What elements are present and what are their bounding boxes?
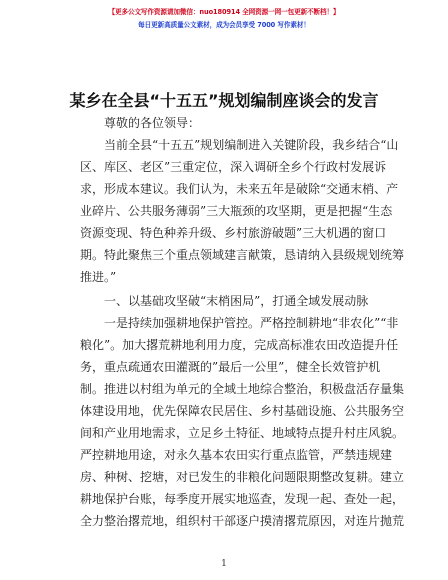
promo-banner-sub: 每日更新高质量公文素材，成为会员享受 7000 写作素材！	[138, 21, 310, 29]
paragraph-line: 务，重点疏通农田灌溉的”最后一公里”，健全长效管护机	[80, 360, 381, 374]
paragraph-line: 求，形成本建议。我们认为，未来五年是破除“交通末梢、产	[80, 182, 399, 196]
paragraph-line: 耕地保护台账，每季度开展实地巡查，发现一起、查处一起，	[80, 492, 405, 506]
paragraph-intro	[80, 134, 405, 288]
paragraph-line: 全力整治撂荒地，组织村干部逐户摸清撂荒原因，对连片抛荒	[80, 514, 405, 528]
page-number: 1	[221, 559, 227, 569]
document-title: 某乡在全县“十五五”规划编制座谈会的发言	[69, 91, 379, 110]
section-heading-text: 一、以基础攻坚破“末梢困局”，打通全域发展动脉	[104, 294, 369, 308]
paragraph-line: 区、库区、老区”三重定位，深入调研全乡个行政村发展诉	[80, 160, 387, 174]
paragraph-section-one	[80, 312, 405, 532]
salutation-text: 尊敬的各位领导：	[104, 116, 201, 130]
paragraph-line: 房、种树、挖塘，对已发生的非粮化问题限期整改复耕。建立	[80, 470, 405, 484]
paragraph-line: 间和产业用地需求，立足乡土特征、地域特点提升村庄风貌。	[80, 426, 405, 440]
paragraph-line: 粮化”。加大撂荒耕地利用力度，完成高标准农田改造提升任	[80, 338, 399, 352]
section-heading	[80, 290, 380, 312]
salutation	[80, 112, 380, 134]
paragraph-line: 一是持续加强耕地保护管控。严格控制耕地“非农化”“非	[104, 316, 399, 330]
paragraph-line: 资源变现、特色种养升级、乡村旅游破题”三大机遇的窗口	[80, 226, 387, 240]
paragraph-line: 推进。”	[80, 270, 117, 284]
promo-banner-top: 【更多公文写作资源请加微信：nuo180914 全网资源一网一包更新不断档！】	[108, 8, 340, 16]
paragraph-line: 严控耕地用途，对永久基本农田实行重点监管，严禁违规建	[80, 448, 393, 462]
paragraph-line: 体建设用地，优先保障农民居住、乡村基础设施、公共服务空	[80, 404, 405, 418]
paragraph-line: 期。特此聚焦三个重点领域建言献策，恳请纳入县级规划统筹	[80, 248, 405, 262]
paragraph-line: 业碎片、公共服务薄弱”三大瓶颈的攻坚期，更是把握“生态	[80, 204, 393, 218]
paragraph-line: 制。推进以村组为单元的全域土地综合整治，积极盘活存量集	[80, 382, 405, 396]
paragraph-line: 当前全县“十五五”规划编制进入关键阶段，我乡结合“山	[104, 138, 399, 152]
